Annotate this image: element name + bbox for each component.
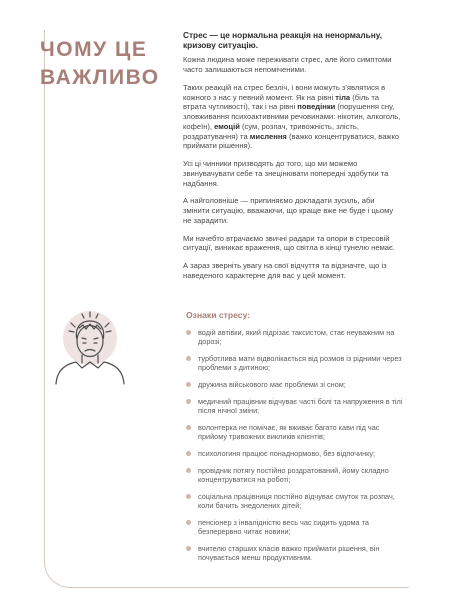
paragraph-2-text: (порушення сну, зловживання психоактивними речовинами: нікотин, алкоголь, кофеїн),: [183, 102, 401, 131]
shoulders: [56, 362, 124, 384]
keyword-body: тіла: [335, 92, 351, 102]
paragraph-2-text: (сум, розпач, тривожність, злість, роздратування) та: [183, 121, 359, 141]
bullet-dot: [186, 494, 191, 499]
list-item-text: водій автівки, який підрізає таксистом, стає неуважним на дорозі;: [198, 328, 395, 347]
list-item: [184, 380, 406, 389]
keyword-behavior: поведінки: [297, 102, 336, 112]
list-item: [184, 518, 406, 536]
paragraph-1: Кожна людина може переживати стрес, але його симптоми часто залишаються непоміченими.: [183, 55, 392, 75]
page-title: [40, 36, 160, 92]
bullet-dot: [186, 425, 191, 430]
keyword-emotions: емоцій: [214, 121, 240, 131]
list-item: [184, 466, 406, 484]
list-item-text: пенсіонер з інвалідністю весь час сидить удома та безперервно читає новини;: [198, 517, 369, 536]
list-item-text: медичний працівник відчуває часті болі та напруження в тілі після нічної зміни;: [198, 396, 403, 415]
list-item-text: вчителю старших класів важко приймати рішення, він почувається менш продуктивним.: [198, 543, 380, 562]
list-item-text: турботлива мати відволікається від розмов із рідними через проблеми з дитиною;: [198, 354, 402, 373]
paragraph-3: Усі ці чинники призводять до того, що ми можемо звинувачувати себе та знецінювати попередні здобутки та надбання.: [183, 159, 389, 188]
title-line-1: ЧОМУ ЦЕ: [40, 38, 148, 61]
stressed-person-icon: [52, 306, 128, 386]
list-item: [184, 544, 406, 562]
paragraph-2-text: (важко концентруватися, важко приймати рішення).: [183, 131, 400, 151]
bullet-dot: [186, 520, 191, 525]
paragraph-2-text: (біль та втрата чутливості), так і на рівні: [183, 92, 379, 112]
bullet-dot: [186, 382, 191, 387]
list-item: [184, 423, 406, 441]
bullet-dot: [186, 451, 191, 456]
list-item-text: дружина військового має проблеми зі сном;: [198, 380, 346, 389]
bullet-dot: [186, 330, 191, 335]
keyword-thinking: мислення: [249, 131, 287, 141]
list-item: [184, 449, 406, 458]
bullet-dot: [186, 356, 191, 361]
bullet-dot: [186, 546, 191, 551]
list-item-text: соціальна працівниця постійно відчуває смуток та розпач, коли бачить знедолених дітей;: [198, 491, 395, 510]
signs-heading: Ознаки стресу:: [186, 310, 251, 320]
list-item: [184, 328, 406, 346]
paragraph-2: [183, 83, 401, 151]
paragraph-5: Ми начебто втрачаємо звичні радари та опори в стресовій ситуації, виникає враження, що світла в кінці тунелю немає.: [183, 233, 396, 253]
list-item-text: психологиня працює понаднормово, без відпочинку;: [198, 448, 376, 458]
list-item: [184, 354, 406, 372]
main-text: [183, 30, 401, 289]
stress-signs-list: [184, 328, 406, 570]
lead-statement: Стрес — це нормальна реакція на ненормальну, кризову ситуацію.: [183, 30, 383, 51]
list-item-text: волонтерка не помічає, як вживає багато кави під час прийому тривожних викликів клієнтів;: [198, 422, 380, 441]
list-item-text: провідник потягу постійно роздратований, йому складно концентруватися на роботі;: [198, 465, 389, 484]
bullet-dot: [186, 468, 191, 473]
list-item: [184, 492, 406, 510]
paragraph-4: А найголовніше — припиняємо докладати зусиль, аби змінити ситуацію, вважаючи, що краще вже не буде і цьому не зарадити.: [183, 196, 394, 225]
title-line-2: ВАЖЛИВО: [40, 66, 160, 89]
list-item: [184, 397, 406, 415]
paragraph-2-text: Таких реакцій на стрес безліч, і вони можуть з'являтися в кожного з нас у певний момент. Як на рівні: [183, 83, 386, 102]
paragraph-6: А зараз зверніть увагу на свої відчуття та відзначте, що із наведеного характерне для вас у цей момент.: [183, 261, 387, 280]
bullet-dot: [186, 399, 191, 404]
